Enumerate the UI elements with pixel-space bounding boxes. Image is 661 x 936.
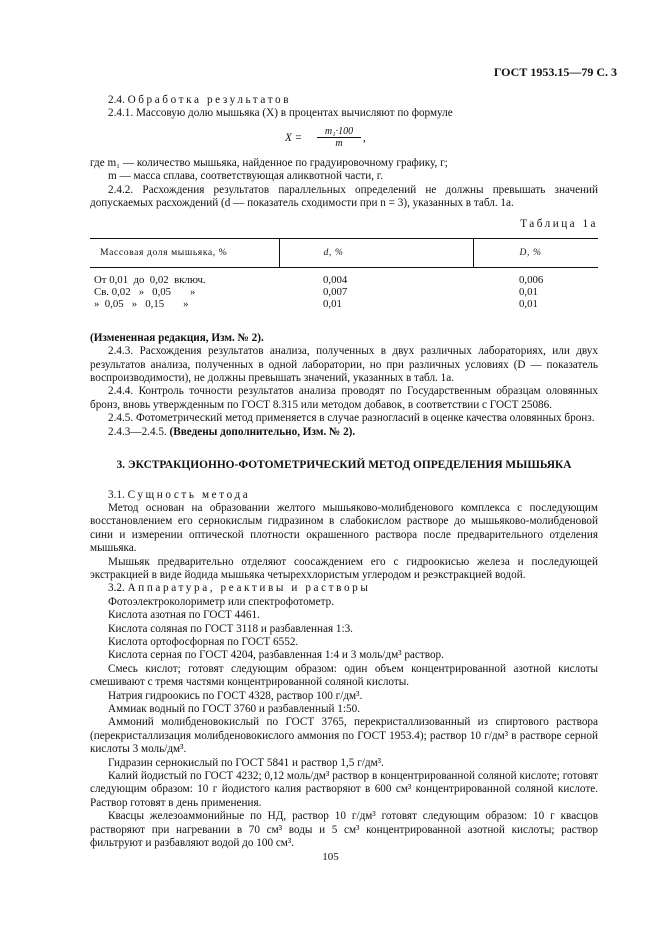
table-cell: 0,01 xyxy=(519,285,538,298)
table-header-row xyxy=(90,238,598,267)
table-cell: 0,004 xyxy=(323,273,348,286)
formula-fraction xyxy=(317,126,361,150)
section-2-4-title: Обработка результатов xyxy=(127,94,292,106)
paragraph-3-1-b: Мышьяк предварительно отделяют соосаждением его с гидроокисью железа и последующей экстракцией в виде йодида мышьяка четыреххлористым углеродом и реэкстракцией водой. xyxy=(90,555,598,581)
where-line-2: m — масса сплава, соответствующая аликвотной части, г. xyxy=(108,170,383,183)
formula-denominator: m xyxy=(335,137,343,149)
table-header-D: D, % xyxy=(473,238,598,267)
formula-comma: , xyxy=(363,131,366,144)
amendment-note-2-ref: 2.4.3—2.4.5. xyxy=(108,425,167,438)
list-item: Аммоний молибденовокислый по ГОСТ 3765, перекристаллизованный из спиртового раствора (перекристаллизация молибденовокислого аммония по ГОСТ 1953.4); раствор 10 г/дм³ в растворе серной кислоты 3 моль/дм³. xyxy=(90,716,598,756)
table-cell: 0,01 xyxy=(323,297,342,310)
amendment-note-2-text: (Введены дополнительно, Изм. № 2). xyxy=(169,425,356,438)
section-2-4-heading xyxy=(90,94,598,107)
section-3-2-number: 3.2. xyxy=(108,582,125,595)
table-cell: От 0,01 до 0,02 включ. xyxy=(94,273,206,286)
paragraph-2-4-5: 2.4.5. Фотометрический метод применяется в случае разногласий в оценке качества оловянных бронз. xyxy=(108,412,595,425)
page-number: 105 xyxy=(322,851,339,863)
list-item: Гидразин сернокислый по ГОСТ 5841 и раствор 1,5 г/дм³. xyxy=(108,756,384,769)
table-row xyxy=(90,286,598,298)
formula-lhs: X = xyxy=(285,131,303,144)
list-item: Смесь кислот; готовят следующим образом: один объем концентрированной азотной кислоты смешивают с тремя частями концентрированной соляной кислоты. xyxy=(90,662,598,689)
list-item: Кислота ортофосфорная по ГОСТ 6552. xyxy=(108,635,299,648)
list-item: Аммиак водный по ГОСТ 3760 и разбавленный 1:50. xyxy=(108,703,360,715)
table-cell: » 0,05 » 0,15 » xyxy=(94,297,189,310)
section-3-1-title: Сущность метода xyxy=(127,488,251,501)
table-row xyxy=(90,298,598,310)
table-cell: 0,007 xyxy=(323,285,348,298)
table-caption: Таблица 1а xyxy=(520,218,598,231)
table-cell: 0,006 xyxy=(519,273,544,286)
list-item: Калий йодистый по ГОСТ 4232; 0,12 моль/дм³ раствор в концентрированной соляной кислоте; готовят следующим образом: 10 г йодистого калия растворяют в 600 см³ концентрированной соляной кислоте. Раствор готовят в день применения. xyxy=(90,770,598,809)
tolerance-table xyxy=(90,238,598,310)
section-3-1-heading xyxy=(90,489,598,502)
table-cell: 0,01 xyxy=(519,297,538,310)
section-3-1-number: 3.1. xyxy=(108,488,125,501)
formula xyxy=(285,126,598,152)
section-3-2-title: Аппаратура, реактивы и растворы xyxy=(127,582,371,595)
where-line-1: где m₁ — количество мышьяка, найденное по градуировочному графику, г; xyxy=(90,156,448,169)
table-header-d: d, % xyxy=(279,238,473,267)
section-2-4-number: 2.4. xyxy=(108,94,125,106)
paragraph-2-4-1: 2.4.1. Массовую долю мышьяка (X) в процентах вычисляют по формуле xyxy=(108,107,453,120)
paragraph-2-4-3: 2.4.3. Расхождения результатов анализа, полученных в двух различных лабораториях, или двух результатов анализа, полученных в одной лаборатории, но при различных условиях (D — показатель воспроизводимости), не должны превышать значений, указанных в табл. 1а. xyxy=(90,345,598,385)
amendment-note-1: (Измененная редакция, Изм. № 2). xyxy=(90,331,264,344)
list-item: Кислота серная по ГОСТ 4204, разбавленная 1:4 и 3 моль/дм³ раствор. xyxy=(108,649,444,662)
section-3-title: 3. ЭКСТРАКЦИОННО-ФОТОМЕТРИЧЕСКИЙ МЕТОД ОПРЕДЕЛЕНИЯ МЫШЬЯКА xyxy=(116,459,572,472)
list-item: Натрия гидроокись по ГОСТ 4328, раствор 100 г/дм³. xyxy=(108,689,363,702)
document-body xyxy=(90,94,598,850)
list-item: Фотоэлектроколориметр или спектрофотометр. xyxy=(108,595,334,608)
page-header: ГОСТ 1953.15—79 С. 3 xyxy=(493,65,617,79)
list-item: Кислота азотная по ГОСТ 4461. xyxy=(108,609,260,622)
list-item: Кислота соляная по ГОСТ 3118 и разбавленная 1:3. xyxy=(108,622,353,635)
list-item: Квасцы железоаммонийные по НД, раствор 10 г/дм³ готовят следующим образом: 10 г квасцов растворяют при нагревании в 70 см³ воды и 5 см³ концентрированной азотной кислоты; раствор фильтруют и разбавляют водой до 100 см³. xyxy=(90,810,598,850)
paragraph-3-1-a: Метод основан на образовании желтого мышьяково-молибденового комплекса с последующим восстановлением его сернокислым гидразином в слабокислом растворе до мышьяково-молибденовой сини и измерении оптической плотности окрашенного раствора после предварительного отделения мышьяка. xyxy=(90,501,598,555)
paragraph-2-4-4: 2.4.4. Контроль точности результатов анализа проводят по Государственным образцам оловянных бронз, вновь утвержденным по ГОСТ 8.315 или методом добавок, в соответствии с ГОСТ 25086. xyxy=(90,385,598,411)
table-header-mass-fraction: Массовая доля мышьяка, % xyxy=(90,238,279,267)
table-row xyxy=(90,267,598,286)
formula-numerator: m₁·100 xyxy=(317,126,361,138)
paragraph-2-4-2: 2.4.2. Расхождения результатов параллельных определений не должны превышать значений допускаемых расхождений (d — показатель сходимости при n = 3), указанных в табл. 1а. xyxy=(90,183,598,210)
table-cell: Св. 0,02 » 0,05 » xyxy=(94,285,196,298)
section-3-2-heading xyxy=(90,582,598,595)
amendment-note-2 xyxy=(90,426,598,439)
